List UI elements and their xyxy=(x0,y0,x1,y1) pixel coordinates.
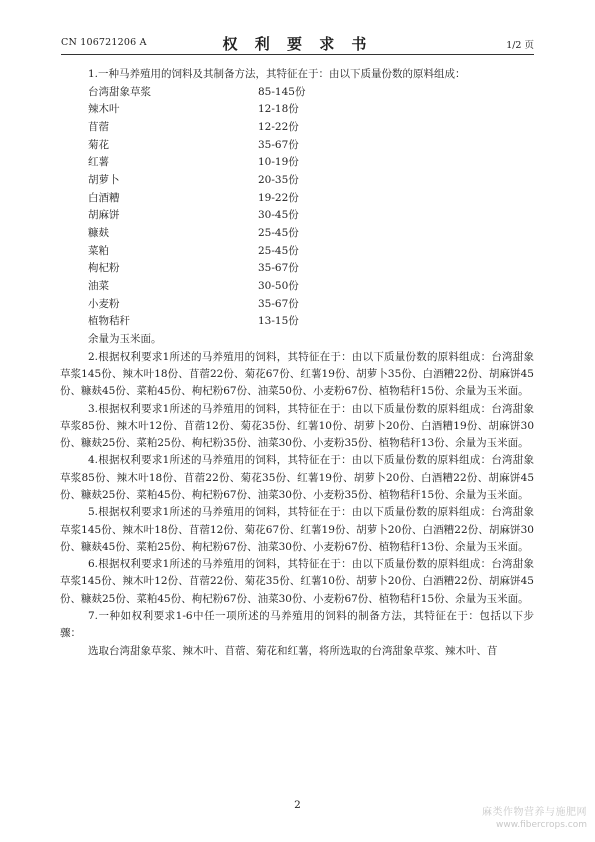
claim-1-intro: 1.一种马养殖用的饲料及其制备方法，其特征在于：由以下质量份数的原料组成： xyxy=(88,68,466,80)
ingredient-row xyxy=(88,243,534,261)
ingredient-row xyxy=(88,207,534,225)
ingredient-row xyxy=(88,172,534,190)
page-number: 2 xyxy=(294,799,301,811)
ingredient-table xyxy=(88,84,534,332)
ingredient-quantity: 12-22份 xyxy=(258,120,299,133)
ingredient-name: 菜粕 xyxy=(88,244,109,257)
claim-3: 3.根据权利要求1所述的马养殖用的饲料，其特征在于：由以下质量份数的原料组成：台湾甜象草浆85份、辣木叶12份、苜蓿12份、菊花35份、红薯10份、胡萝卜20份、白酒糟19份、胡麻饼30份、糠麸25份、菜粕25份、枸杞粉35份、油菜30份、小麦粉35份、植物秸秆13份、余量为玉米面。 xyxy=(60,402,534,450)
ingredient-name: 油菜 xyxy=(88,280,109,293)
ingredient-name: 白酒糟 xyxy=(88,191,120,204)
ingredient-quantity: 30-45份 xyxy=(258,209,299,222)
claim-7: 7.一种如权利要求1-6中任一项所述的马养殖用的饲料的制备方法，其特征在于：包括以下步骤： xyxy=(60,610,534,640)
ingredient-name: 植物秸秆 xyxy=(88,315,130,328)
claim-4: 4.根据权利要求1所述的马养殖用的饲料，其特征在于：由以下质量份数的原料组成：台湾甜象草浆85份、辣木叶18份、苜蓿22份、菊花35份、红薯19份、胡萝卜20份、白酒糟22份、胡麻饼45份、糠麸25份、菜粕45份、枸杞粉67份、油菜30份、小麦粉35份、植物秸秆15份、余量为玉米面。 xyxy=(60,454,534,501)
ingredient-name: 红薯 xyxy=(88,156,109,169)
ingredient-row xyxy=(88,296,534,314)
claims-body xyxy=(60,66,534,660)
header-rule xyxy=(61,54,534,55)
ingredient-quantity: 35-67份 xyxy=(258,262,299,275)
ingredient-name: 胡麻饼 xyxy=(88,209,120,222)
ingredient-row xyxy=(88,119,534,137)
document-title: 权 利 要 求 书 xyxy=(222,35,373,53)
ingredient-name: 苜蓿 xyxy=(88,120,109,133)
ingredient-quantity: 30-50份 xyxy=(258,280,299,293)
ingredient-quantity: 19-22份 xyxy=(258,191,299,204)
claim-6: 6.根据权利要求1所述的马养殖用的饲料，其特征在于：由以下质量份数的原料组成：台湾甜象草浆145份、辣木叶12份、苜蓿22份、菊花35份、红薯10份、胡萝卜20份、白酒糟22份、胡麻饼45份、糠麸25份、菜粕45份、枸杞粉67份、油菜30份、小麦粉67份、植物秸秆15份、余量为玉米面。 xyxy=(60,558,534,605)
ingredient-name: 小麦粉 xyxy=(88,297,120,310)
claim-2: 2.根据权利要求1所述的马养殖用的饲料，其特征在于：由以下质量份数的原料组成：台湾甜象草浆145份、辣木叶18份、苜蓿22份、菊花67份、红薯19份、胡萝卜35份、白酒糟22份、胡麻饼45份、糠麸45份、菜粕45份、枸杞粉67份、油菜50份、小麦粉67份、植物秸秆15份、余量为玉米面。 xyxy=(60,350,534,398)
ingredient-quantity: 25-45份 xyxy=(258,227,299,239)
ingredient-row xyxy=(88,225,534,243)
ingredient-name: 枸杞粉 xyxy=(88,262,120,275)
ingredient-row xyxy=(88,137,534,155)
ingredient-quantity: 35-67份 xyxy=(258,138,299,151)
ingredient-row xyxy=(88,154,534,172)
ingredient-row xyxy=(88,84,534,102)
ingredient-quantity: 10-19份 xyxy=(258,156,299,169)
ingredient-quantity: 85-145份 xyxy=(258,85,306,98)
ingredient-name: 菊花 xyxy=(88,138,109,151)
ingredient-quantity: 12-18份 xyxy=(258,103,299,116)
publication-number: CN 106721206 A xyxy=(61,37,147,48)
ingredient-quantity: 13-15份 xyxy=(258,315,299,328)
ingredient-quantity: 25-45份 xyxy=(258,244,299,257)
claim-7-step: 选取台湾甜象草浆、辣木叶、苜蓿、菊花和红薯，将所选取的台湾甜象草浆、辣木叶、苜 xyxy=(88,644,498,657)
ingredient-quantity: 20-35份 xyxy=(258,173,299,186)
watermark-url: www.fibercrops.com xyxy=(496,820,587,830)
ingredient-row xyxy=(88,101,534,119)
ingredient-row xyxy=(88,313,534,331)
ingredient-name: 胡萝卜 xyxy=(88,173,120,186)
ingredient-name: 台湾甜象草浆 xyxy=(88,85,151,98)
page-header xyxy=(61,33,534,51)
watermark-title: 麻类作物营养与施肥网 xyxy=(482,807,587,818)
ingredient-name: 辣木叶 xyxy=(88,103,120,116)
ingredient-row xyxy=(88,260,534,278)
ingredient-quantity: 35-67份 xyxy=(258,297,299,310)
page-indicator: 1/2 页 xyxy=(506,40,534,51)
ingredient-row xyxy=(88,278,534,296)
ingredient-name: 糠麸 xyxy=(88,227,109,239)
claim-5: 5.根据权利要求1所述的马养殖用的饲料，其特征在于：由以下质量份数的原料组成：台湾甜象草浆145份、辣木叶18份、苜蓿12份、菊花67份、红薯19份、胡萝卜20份、白酒糟22份、胡麻饼30份、糠麸45份、菜粕25份、枸杞粉67份、油菜30份、小麦粉67份、植物秸秆13份、余量为玉米面。 xyxy=(60,506,534,553)
ingredient-row xyxy=(88,190,534,208)
claim-1-remainder: 余量为玉米面。 xyxy=(88,333,162,346)
site-watermark xyxy=(482,807,587,831)
